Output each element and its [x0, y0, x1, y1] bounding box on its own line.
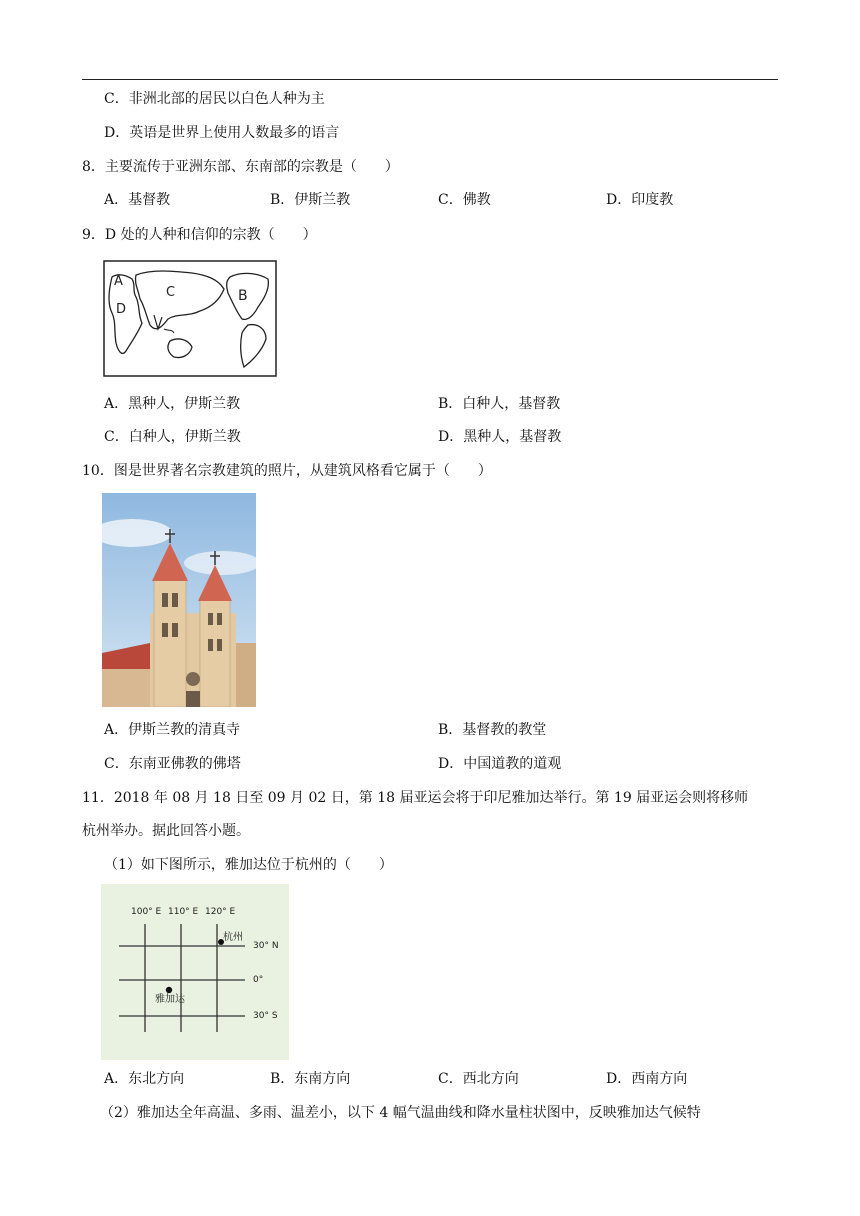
q9-option-a: A．黑种人，伊斯兰教 — [104, 396, 241, 412]
church-photo — [102, 493, 256, 707]
q9-option-b: B．白种人，基督教 — [438, 396, 561, 412]
hangzhou-label: 杭州 — [223, 932, 243, 943]
q11-sub1-option-b: B．东南方向 — [270, 1071, 351, 1087]
q11-sub2-stem: （2）雅加达全年高温、多雨、温差小，以下 4 幅气温曲线和降水量柱状图中，反映雅加达气候特 — [100, 1105, 701, 1121]
lat-label-0: 0° — [253, 975, 264, 985]
q9-stem: 9．D 处的人种和信仰的宗教（ ） — [82, 227, 317, 243]
lon-label-120: 120° E — [205, 907, 236, 917]
q8-option-b: B．伊斯兰教 — [270, 192, 351, 208]
q8-stem: 8．主要流传于亚洲东部、东南部的宗教是（ ） — [82, 159, 399, 175]
header-rule — [82, 79, 778, 80]
q10-option-b: B．基督教的教堂 — [438, 722, 547, 738]
map-label-a: A — [114, 274, 123, 289]
q8-option-c: C．佛教 — [438, 192, 491, 208]
q11-sub1-option-c: C．西北方向 — [438, 1071, 519, 1087]
jakarta-label: 雅加达 — [155, 994, 185, 1005]
q7-option-c: C．非洲北部的居民以白色人种为主 — [104, 91, 325, 107]
map-label-c: C — [166, 285, 176, 300]
lat-label-30n: 30° N — [253, 941, 279, 951]
lon-label-100: 100° E — [131, 907, 162, 917]
lat-lon-grid-map — [101, 884, 289, 1060]
q10-stem: 10．图是世界著名宗教建筑的照片，从建筑风格看它属于（ ） — [82, 463, 492, 479]
q10-option-d: D．中国道教的道观 — [438, 756, 562, 772]
map-label-b: B — [238, 288, 248, 304]
q10-option-c: C．东南亚佛教的佛塔 — [104, 756, 241, 772]
q11-sub1-stem: （1）如下图所示，雅加达位于杭州的（ ） — [104, 857, 393, 873]
jakarta-dot — [166, 987, 172, 993]
map-label-d: D — [116, 302, 127, 317]
q9-option-c: C．白种人，伊斯兰教 — [104, 429, 241, 445]
q7-option-d: D．英语是世界上使用人数最多的语言 — [104, 125, 340, 141]
q9-option-d: D．黑种人，基督教 — [438, 429, 562, 445]
q11-sub1-option-d: D．西南方向 — [606, 1071, 688, 1087]
lat-label-30s: 30° S — [253, 1011, 278, 1021]
q11-stem-line1: 11．2018 年 08 月 18 日至 09 月 02 日，第 18 届亚运会将于印尼雅加达举行。第 19 届亚运会则将移师 — [82, 790, 749, 806]
q11-sub1-option-a: A．东北方向 — [104, 1071, 185, 1087]
q11-stem-line2: 杭州举办。据此回答小题。 — [82, 823, 250, 839]
lon-label-110: 110° E — [168, 907, 199, 917]
q10-option-a: A．伊斯兰教的清真寺 — [104, 722, 241, 738]
world-sketch-map — [102, 259, 278, 378]
q8-option-d: D．印度教 — [606, 192, 674, 208]
q8-option-a: A．基督教 — [104, 192, 171, 208]
